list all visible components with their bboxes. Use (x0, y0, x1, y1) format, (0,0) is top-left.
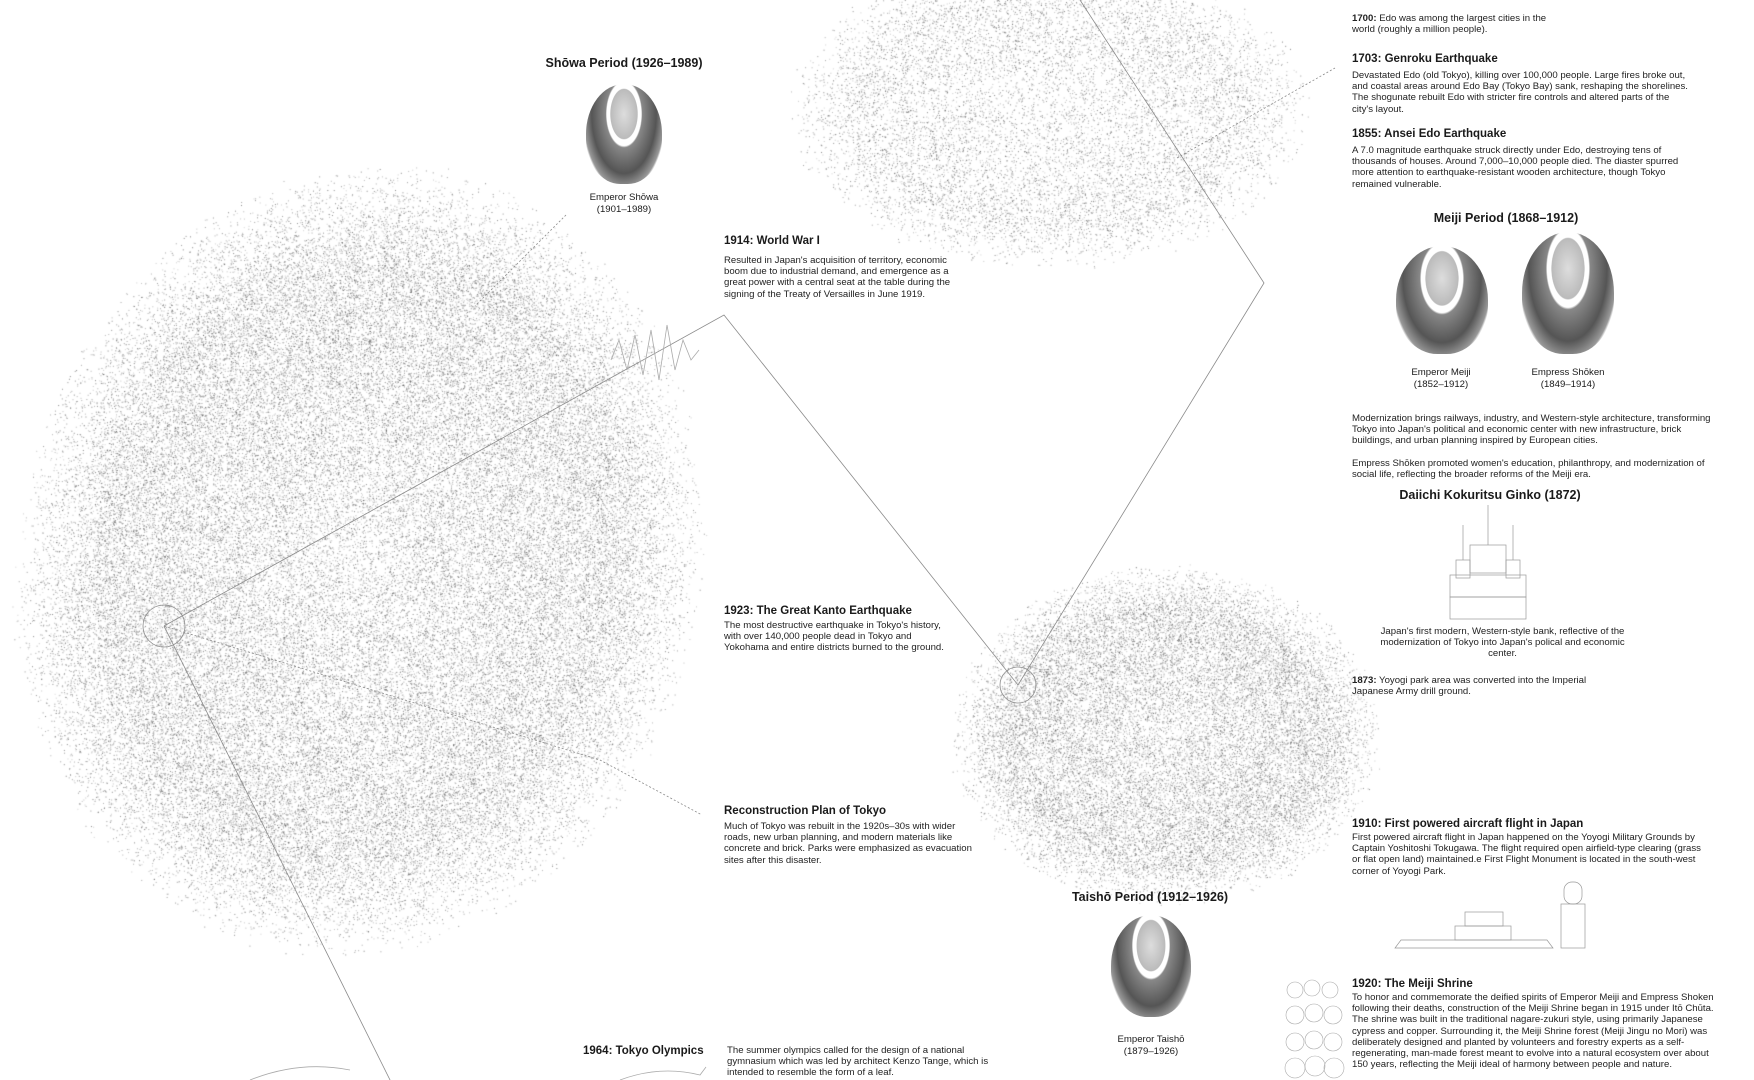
olympics-body: The summer olympics called for the design of a national gymnasium which was led by architect Kenzo Tange, which is intended to resemble the form of a leaf. (727, 1045, 989, 1079)
kanto-earthquake-entry (724, 604, 949, 654)
showa-period-title: Shōwa Period (1926–1989) (545, 56, 703, 70)
taisho-period-title: Taishō Period (1912–1926) (1071, 890, 1229, 904)
entry-body: Yoyogi park area was converted into the Imperial Japanese Army drill ground. (1352, 675, 1587, 698)
olympics-title: 1964: Tokyo Olympics (583, 1045, 704, 1057)
edo-1700-entry (1352, 13, 1567, 35)
emperor-taisho-portrait (1111, 915, 1191, 1017)
empress-shoken-caption (1508, 367, 1628, 390)
entry-title: 1914: World War I (724, 235, 820, 247)
entry-title: 1910: First powered aircraft flight in Japan (1352, 818, 1584, 830)
bank-building-drawing (1450, 505, 1526, 619)
meiji-period-title: Meiji Period (1868–1912) (1433, 211, 1579, 225)
ww1-entry (724, 234, 959, 300)
entry-body: Resulted in Japan's acquisition of territory, economic boom due to industrial demand, and emergence as a great power with a central seat at the table during the signing of the Treaty of Versailles in June 1919. (724, 255, 951, 300)
bank-caption: Japan's first modern, Western-style bank, reflective of the modernization of Tokyo into Japan's polical and economic center. (1380, 626, 1625, 660)
connector-line (1177, 68, 1335, 158)
entry-title: 1703: Genroku Earthquake (1352, 53, 1498, 65)
emperor-showa-caption (564, 192, 684, 215)
empress-shoken-portrait (1522, 232, 1614, 354)
entry-title: 1920: The Meiji Shrine (1352, 978, 1473, 990)
portrait-years: (1852–1912) (1413, 378, 1469, 390)
forest-drawing (1285, 980, 1344, 1078)
ansei-earthquake-entry (1352, 127, 1692, 190)
first-flight-monument-drawing (1395, 882, 1585, 948)
entry-body: Much of Tokyo was rebuilt in the 1920s–30s with wider roads, new urban planning, and modern materials like concrete and brick. Parks were emphasized as evacuation sites after this disaster. (724, 821, 972, 866)
seismograph-wave (611, 325, 699, 380)
entry-body: The most destructive earthquake in Tokyo's history, with over 140,000 people dead in Tokyo and Yokohama and entire districts burned to the ground. (724, 620, 944, 654)
entry-body: First powered aircraft flight in Japan happened on the Yoyogi Military Grounds by Captain Yoshitoshi Tokugawa. The flight required open airfield-type clearing (grass or flat open land) maintained.e First Flight Monument is located in the south-west corner of Yoyogi Park. (1352, 832, 1701, 877)
empress-shoken-text: Empress Shōken promoted women's education, philanthropy, and modernization of social life, reflecting the broader reforms of the Meiji era. (1352, 458, 1705, 481)
meiji-shrine-entry (1352, 977, 1717, 1070)
first-flight-entry (1352, 817, 1712, 877)
portrait-name: Empress Shōken (1531, 367, 1605, 378)
bank-title: Daiichi Kokuritsu Ginko (1872) (1399, 488, 1581, 502)
yoyogi-1873-entry (1352, 675, 1602, 697)
connector-line (475, 215, 566, 306)
gymnasium-drawing (250, 1067, 706, 1080)
reconstruction-entry (724, 804, 979, 866)
portrait-name: Emperor Shōwa (589, 192, 659, 203)
emperor-taisho-caption (1091, 1034, 1211, 1057)
entry-body: To honor and commemorate the deified spirits of Emperor Meiji and Empress Shoken following their deaths, construction of the Meiji Shrine began in 1915 under Itō Chūta. The shrine was built in the traditional nagare-zukuri style, using primarily Japanese cypress and copper. Surrounding it, the Meiji Shrine forest (Meiji Jingu no Mori) was deliberately designed and planted by volunteers and forestry experts as a self-regenerating, man-made forest meant to evolve into a natural ecosystem over about 150 years, reflecting the Meiji ideal of harmony between people and nature. (1352, 992, 1714, 1071)
entry-body: A 7.0 magnitude earthquake struck directly under Edo, destroying tens of thousands of houses. Around 7,000–10,000 people died. The diaster spurred more attention to earthquake-resistant wooden architecture, though Tokyo remained vulnerable. (1352, 145, 1679, 190)
entry-year: 1873: (1352, 675, 1377, 686)
connector-line (164, 626, 702, 815)
entry-year: 1700: (1352, 13, 1377, 24)
portrait-name: Emperor Taishō (1117, 1034, 1185, 1045)
entry-body: Edo was among the largest cities in the world (roughly a million people). (1352, 13, 1547, 36)
genroku-earthquake-entry (1352, 52, 1692, 115)
entry-body: Devastated Edo (old Tokyo), killing over 100,000 people. Large fires broke out, and coastal areas around Edo Bay (Tokyo Bay) sank, reshaping the shorelines. The shogunate rebuilt Edo with stricter fire controls and altered parts of the city's layout. (1352, 70, 1688, 115)
portrait-years: (1879–1926) (1123, 1045, 1179, 1057)
portrait-years: (1901–1989) (596, 203, 652, 215)
entry-title: Reconstruction Plan of Tokyo (724, 805, 887, 817)
meiji-modernization-text: Modernization brings railways, industry, and Western-style architecture, transforming Tokyo into Japan's political and economic center with new infrastructure, brick buildings, and urban planning inspired by European cities. (1352, 413, 1711, 447)
portrait-years: (1849–1914) (1540, 378, 1596, 390)
entry-title: 1923: The Great Kanto Earthquake (724, 605, 912, 617)
entry-title: 1855: Ansei Edo Earthquake (1352, 128, 1507, 140)
connector-line (164, 626, 396, 1080)
portrait-name: Emperor Meiji (1411, 367, 1471, 378)
connector-line (1018, 0, 1264, 685)
emperor-showa-portrait (586, 84, 662, 184)
emperor-meiji-portrait (1396, 246, 1488, 354)
emperor-meiji-caption (1381, 367, 1501, 390)
